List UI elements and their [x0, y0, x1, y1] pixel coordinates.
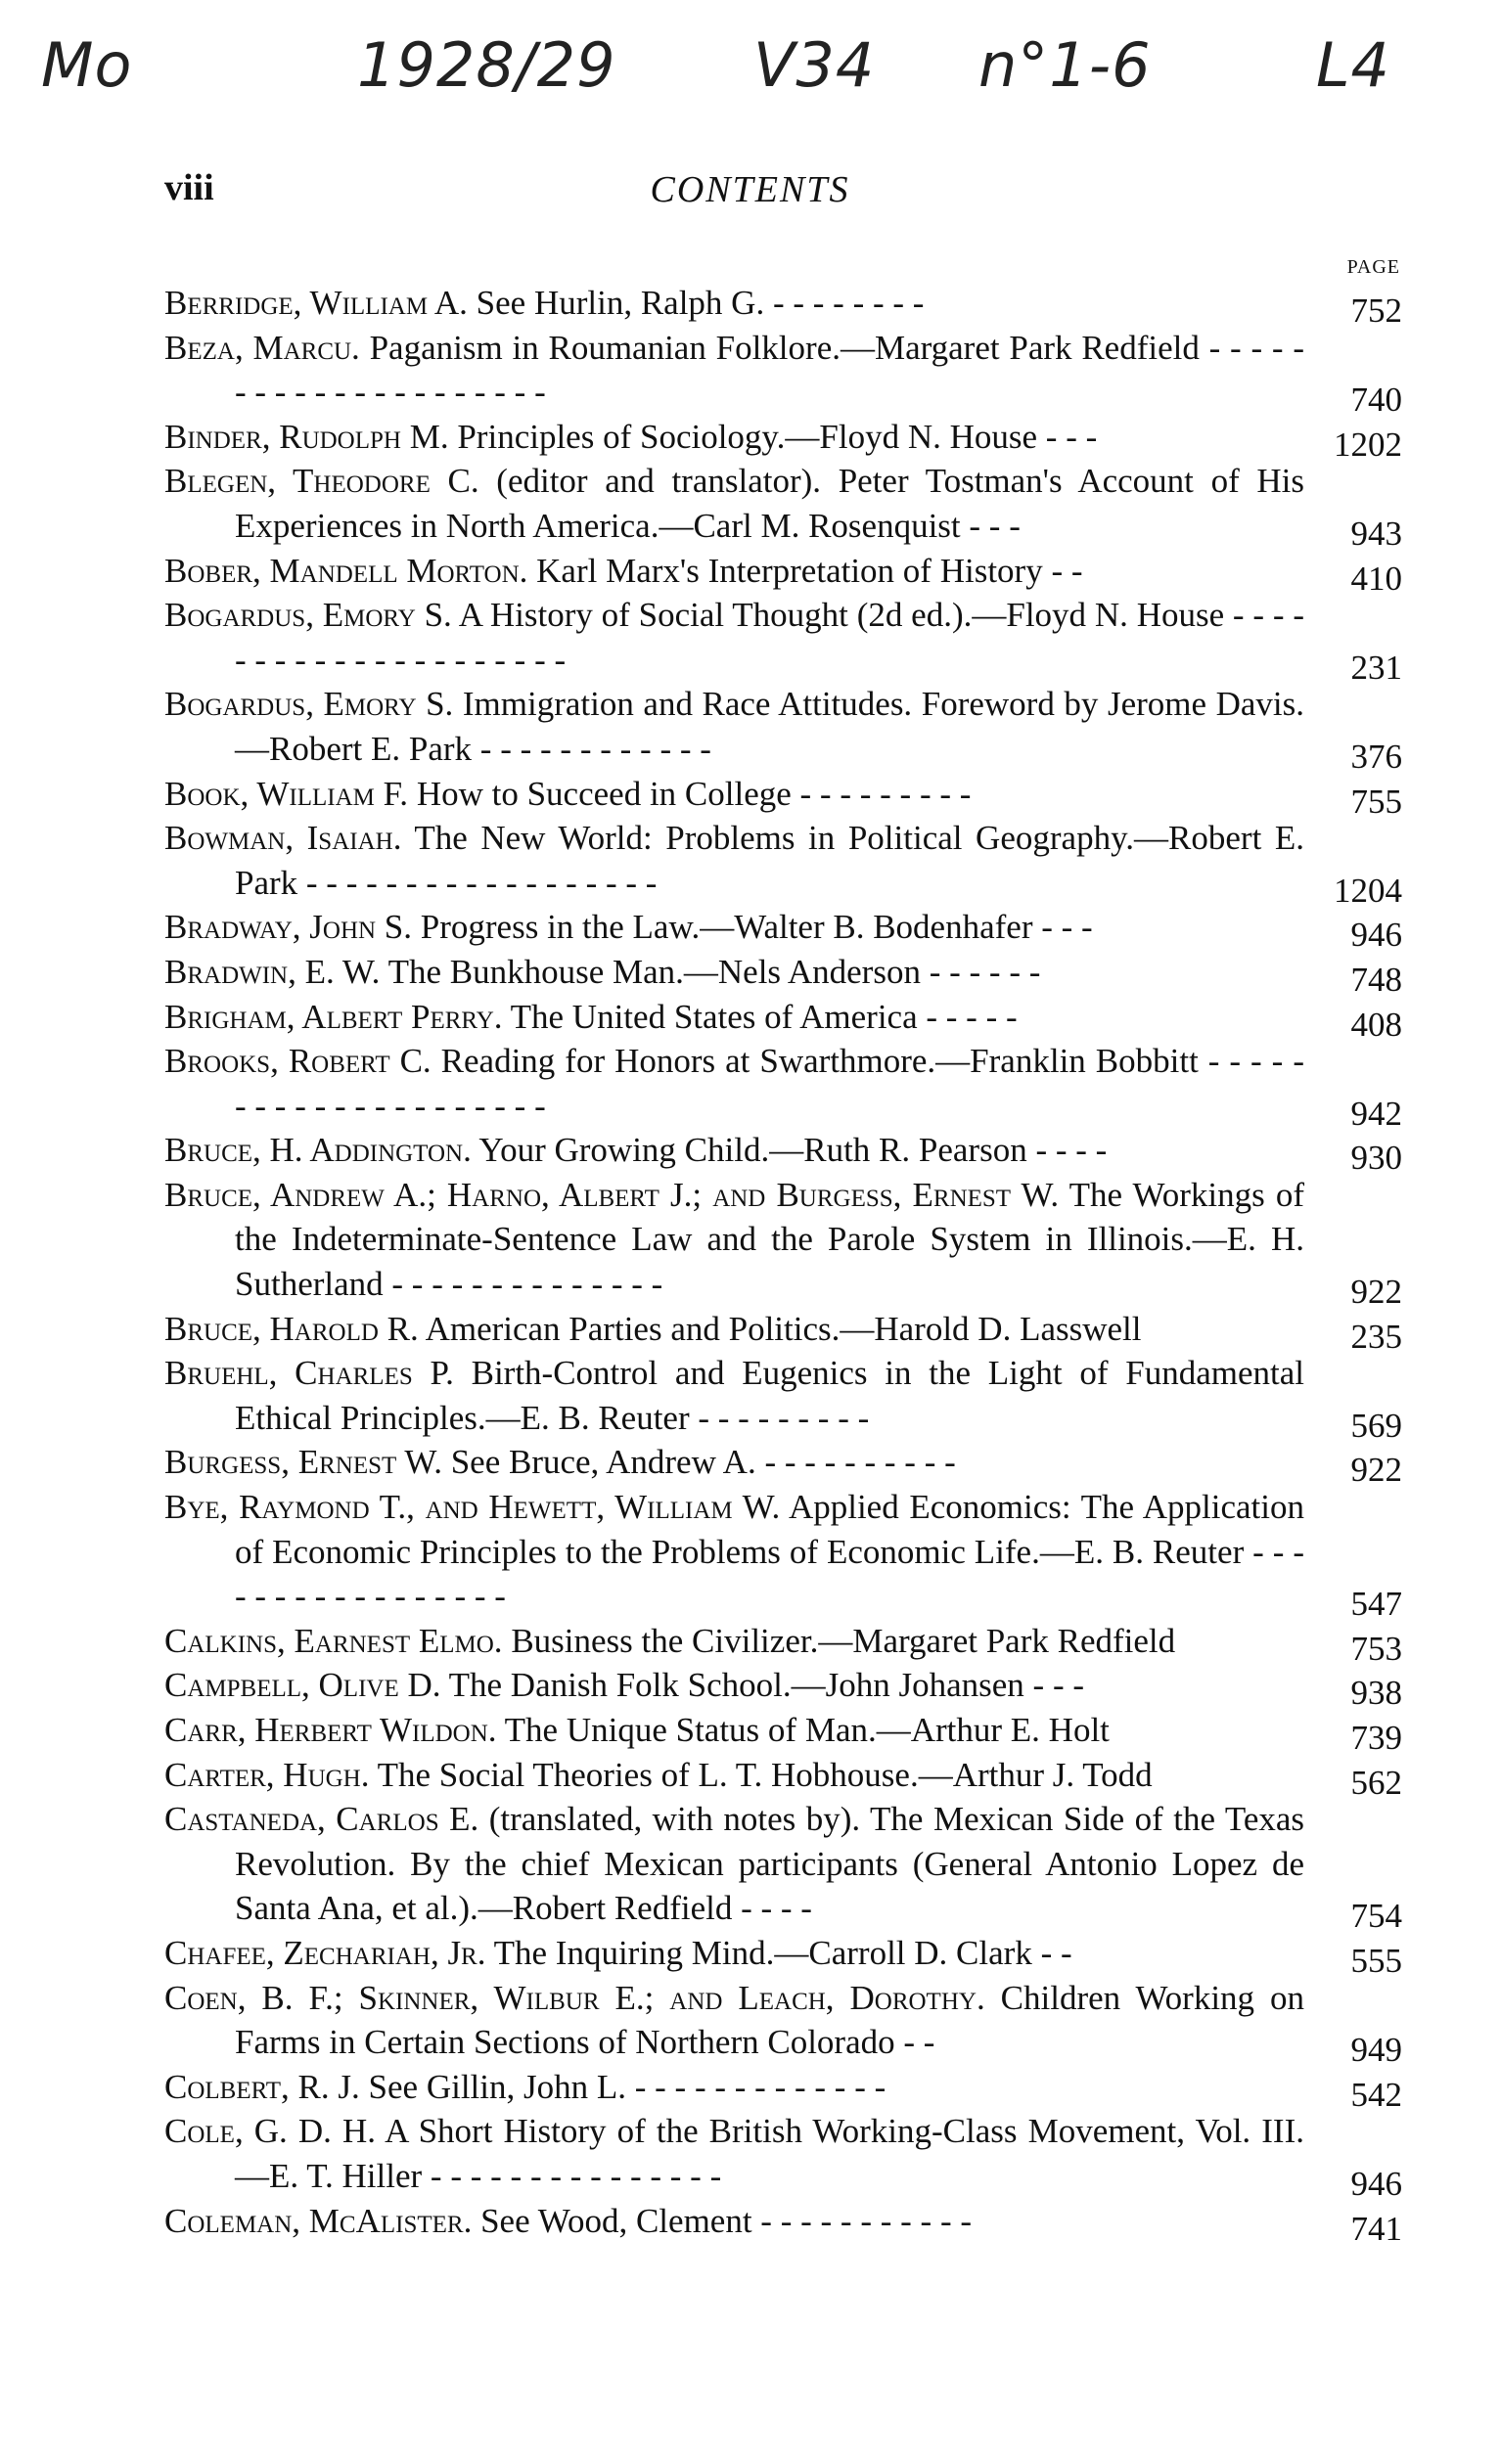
entry-page-number: 930: [1350, 1139, 1402, 1178]
entry-title: See Gillin, John L. - - - - - - - - - - - - -: [368, 2067, 886, 2106]
entry-page-number: 542: [1350, 2075, 1402, 2114]
entry-page-number: 231: [1350, 648, 1402, 687]
contents-entry: [164, 415, 1402, 464]
entry-title: Paganism in Roumanian Folklore.—Margaret Park Redfield - - - - - - - - - - - - - - - - - - - - -: [235, 328, 1304, 412]
entry-page-number: 741: [1350, 2209, 1402, 2248]
entry-page-number: 754: [1350, 1897, 1402, 1936]
entry-author: Burgess, Ernest W.: [164, 1443, 442, 1482]
entry-title: See Hurlin, Ralph G. - - - - - - - -: [476, 284, 925, 322]
entry-page-number: 943: [1350, 514, 1402, 553]
entry-title: Progress in the Law.—Walter B. Bodenhafer - - -: [420, 908, 1093, 947]
contents-entry: [164, 682, 1402, 776]
entry-page-number: 235: [1350, 1317, 1402, 1356]
entry-author: Castaneda, Carlos E.: [164, 1800, 479, 1839]
contents-entry: [164, 1307, 1402, 1356]
contents-entry: [164, 905, 1402, 955]
entry-page-number: 1202: [1334, 425, 1402, 464]
contents-list: [164, 281, 1402, 2248]
contents-entry: [164, 1753, 1402, 1802]
contents-entry: [164, 772, 1402, 821]
entry-title: Your Growing Child.—Ruth R. Pearson - - - -: [478, 1131, 1108, 1170]
entry-author: Chafee, Zechariah, Jr.: [164, 1933, 486, 1972]
entry-title: Business the Civilizer.—Margaret Park Redfield: [511, 1621, 1176, 1660]
entry-author: Carr, Herbert Wildon.: [164, 1711, 497, 1749]
contents-entry: [164, 1440, 1402, 1490]
handwritten-note-5: L4: [1316, 29, 1390, 101]
entry-author: Bye, Raymond T., and Hewett, William W.: [164, 1488, 781, 1527]
entry-page-number: 739: [1350, 1719, 1402, 1757]
handwritten-note-4: n°1-6: [978, 29, 1152, 101]
entry-author: Coleman, McAlister.: [164, 2201, 473, 2240]
entry-title: The Bunkhouse Man.—Nels Anderson - - - - - -: [387, 952, 1041, 991]
entry-author: Bradwin, E. W.: [164, 952, 381, 991]
entry-author: Campbell, Olive D.: [164, 1666, 441, 1705]
entry-page-number: 922: [1350, 1273, 1402, 1312]
entry-title: The United States of America - - - - -: [510, 997, 1018, 1036]
entry-page-number: 555: [1350, 1941, 1402, 1980]
contents-entry: [164, 1039, 1402, 1133]
entry-author: Cole, G. D. H.: [164, 2112, 377, 2151]
handwritten-note-1: Mo: [41, 29, 133, 101]
entry-author: Bruce, H. Addington.: [164, 1131, 472, 1170]
contents-entry: [164, 326, 1402, 420]
entry-author: Calkins, Earnest Elmo.: [164, 1621, 503, 1660]
entry-author: Binder, Rudolph M.: [164, 417, 449, 456]
contents-entry: [164, 1931, 1402, 1980]
entry-author: Blegen, Theodore C.: [164, 462, 479, 501]
running-head: CONTENTS: [650, 169, 850, 210]
entry-author: Bogardus, Emory S.: [164, 596, 452, 635]
entry-title: Birth-Control and Eugenics in the Light of Fundamental Ethical Principles.—E. B. Reuter - - - - - - - - -: [235, 1354, 1304, 1437]
entry-title: The New World: Problems in Political Geography.—Robert E. Park - - - - - - - - - - - - - - - - - -: [235, 819, 1304, 902]
contents-entry: [164, 2109, 1402, 2203]
contents-entry: [164, 1351, 1402, 1445]
entry-author: Bradway, John S.: [164, 908, 413, 947]
entry-author: Coen, B. F.; Skinner, Wilbur E.; and Leach, Dorothy.: [164, 1978, 985, 2017]
entry-page-number: 949: [1350, 2031, 1402, 2070]
entry-page-number: 752: [1350, 291, 1402, 330]
entry-title: American Parties and Politics.—Harold D. Lasswell: [425, 1309, 1142, 1348]
contents-entry: [164, 816, 1402, 910]
entry-page-number: 946: [1350, 916, 1402, 955]
contents-entry: [164, 995, 1402, 1044]
contents-entry: [164, 1797, 1402, 1936]
contents-entry: [164, 459, 1402, 553]
entry-author: Beza, Marcu.: [164, 328, 360, 367]
entry-author: Bruce, Andrew A.; Harno, Albert J.; and Burgess, Ernest W.: [164, 1175, 1060, 1214]
entry-page-number: 755: [1350, 782, 1402, 821]
entry-author: Colbert, R. J.: [164, 2067, 360, 2106]
entry-page-number: 740: [1350, 381, 1402, 420]
entry-page-number: 408: [1350, 1005, 1402, 1044]
entry-page-number: 748: [1350, 960, 1402, 999]
entry-title: Immigration and Race Attitudes. Foreword by Jerome Davis.—Robert E. Park - - - - - - - - - - - -: [235, 685, 1305, 768]
contents-entry: [164, 1663, 1402, 1713]
handwritten-note-3: V34: [753, 29, 876, 101]
contents-entry: [164, 1619, 1402, 1668]
entry-page-number: 922: [1350, 1451, 1402, 1490]
entry-page-number: 938: [1350, 1674, 1402, 1713]
contents-entry: [164, 593, 1402, 687]
entry-page-number: 942: [1350, 1094, 1402, 1133]
entry-title: The Inquiring Mind.—Carroll D. Clark - -: [493, 1933, 1072, 1972]
contents-entry: [164, 1708, 1402, 1757]
entry-title: A History of Social Thought (2d ed.).—Floyd N. House - - - - - - - - - - - - - - - - - - - - -: [235, 596, 1304, 679]
entry-author: Carter, Hugh.: [164, 1755, 370, 1794]
handwritten-note-2: 1928/29: [357, 29, 616, 101]
entry-title: The Unique Status of Man.—Arthur E. Holt: [504, 1711, 1110, 1749]
page-column-label: PAGE: [1346, 256, 1400, 278]
entry-author: Brooks, Robert C.: [164, 1042, 432, 1081]
entry-title: Reading for Honors at Swarthmore.—Franklin Bobbitt - - - - - - - - - - - - - - - - - - - - -: [235, 1042, 1304, 1125]
entry-page-number: 562: [1350, 1763, 1402, 1802]
contents-entry: [164, 1128, 1402, 1178]
entry-title: The Workings of the Indeterminate-Sentence Law and the Parole System in Illinois.—E. H. Sutherland - - - - - - - - - - - - - -: [235, 1175, 1304, 1304]
entry-author: Bober, Mandell Morton.: [164, 551, 528, 590]
contents-entry: [164, 549, 1402, 598]
entry-author: Bogardus, Emory S.: [164, 685, 454, 724]
entry-page-number: 946: [1350, 2164, 1402, 2203]
entry-title: Principles of Sociology.—Floyd N. House - - -: [457, 417, 1098, 456]
entry-title: See Bruce, Andrew A. - - - - - - - - - -: [450, 1443, 956, 1482]
entry-page-number: 547: [1350, 1585, 1402, 1624]
entry-page-number: 410: [1350, 559, 1402, 598]
entry-author: Book, William F.: [164, 774, 409, 813]
entry-title: How to Succeed in College - - - - - - - - -: [416, 774, 972, 813]
contents-entry: [164, 1976, 1402, 2070]
entry-title: (translated, with notes by). The Mexican Side of the Texas Revolution. By the chief Mexican participants (General Antonio Lopez de Santa Ana, et al.).—Robert Redfield - - - -: [235, 1800, 1305, 1928]
entry-page-number: 753: [1350, 1629, 1402, 1668]
entry-title: The Danish Folk School.—John Johansen - - -: [448, 1666, 1085, 1705]
entry-page-number: 1204: [1334, 871, 1402, 910]
entry-title: See Wood, Clement - - - - - - - - - - -: [480, 2201, 973, 2240]
entry-title: Karl Marx's Interpretation of History - -: [536, 551, 1083, 590]
entry-author: Brigham, Albert Perry.: [164, 997, 503, 1036]
entry-author: Bruehl, Charles P.: [164, 1354, 454, 1393]
entry-author: Bowman, Isaiah.: [164, 819, 402, 858]
entry-title: A Short History of the British Working-Class Movement, Vol. III.—E. T. Hiller - - - - - - - - - - - - - - -: [235, 2112, 1304, 2195]
contents-entry: [164, 1485, 1402, 1624]
entry-page-number: 569: [1350, 1406, 1402, 1445]
page-number: viii: [164, 167, 214, 208]
entry-title: (editor and translator). Peter Tostman's Account of His Experiences in North America.—Carl M. Rosenquist - - -: [235, 462, 1305, 545]
contents-entry: [164, 281, 1402, 330]
contents-entry: [164, 2065, 1402, 2114]
entry-author: Berridge, William A.: [164, 284, 468, 322]
contents-entry: [164, 1173, 1402, 1312]
entry-title: The Social Theories of L. T. Hobhouse.—Arthur J. Todd: [377, 1755, 1153, 1794]
entry-page-number: 376: [1350, 737, 1402, 776]
contents-entry: [164, 950, 1402, 999]
entry-title: Children Working on Farms in Certain Sections of Northern Colorado - -: [235, 1978, 1305, 2062]
entry-title: Applied Economics: The Application of Economic Principles to the Problems of Economic Life.—E. B. Reuter - - - - - - - - - - - - - - - - -: [235, 1488, 1305, 1616]
contents-entry: [164, 2199, 1402, 2248]
entry-author: Bruce, Harold R.: [164, 1309, 419, 1348]
